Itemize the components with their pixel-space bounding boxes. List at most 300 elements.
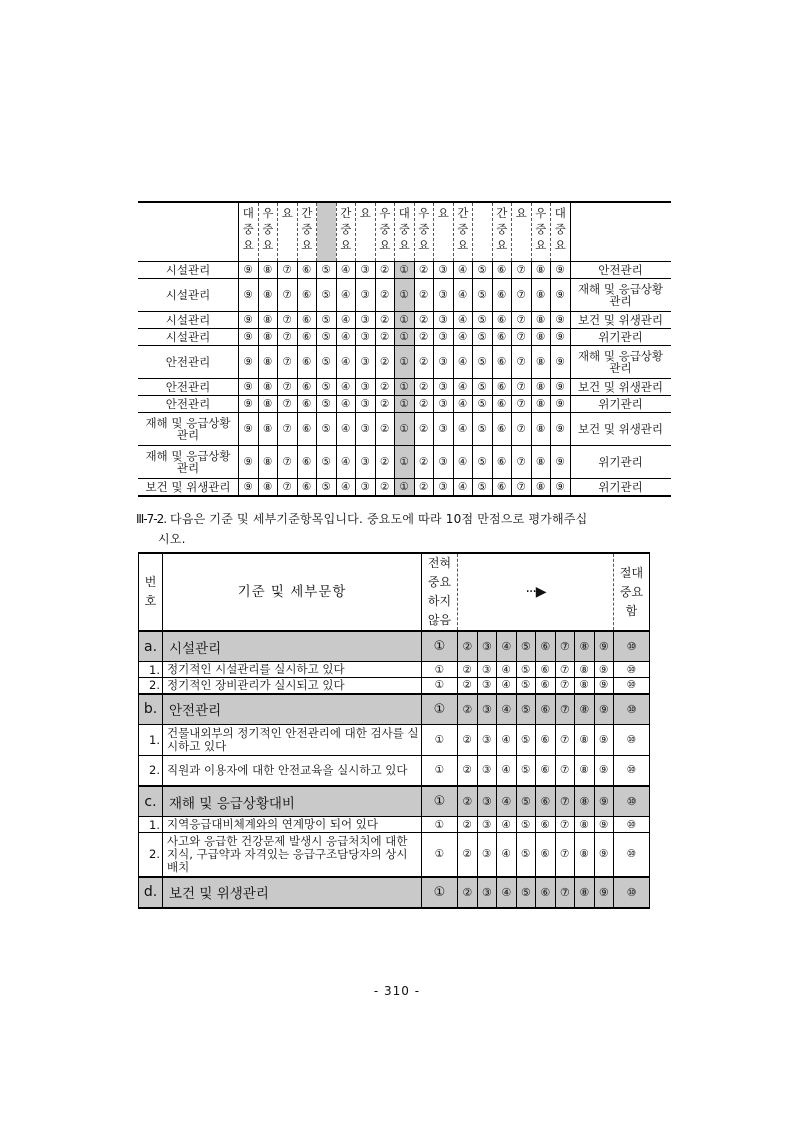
scale-option-right[interactable]: ⑨: [551, 479, 571, 496]
scale-header: 요: [356, 202, 376, 262]
scale-option-right[interactable]: ⑤: [473, 446, 493, 479]
scale-option-left[interactable]: ①: [395, 479, 415, 496]
scale-option-left[interactable]: ⑤: [317, 413, 337, 446]
scale-option-left[interactable]: ③: [356, 329, 376, 346]
scale-option-left[interactable]: ⑤: [317, 346, 337, 379]
rating-option[interactable]: ⑤: [516, 724, 536, 755]
sub-item-row: [139, 833, 650, 877]
rating-option[interactable]: ②: [458, 631, 478, 662]
rating-option[interactable]: ②: [458, 817, 478, 833]
rating-option[interactable]: ⑦: [555, 786, 575, 817]
scale-option-right[interactable]: ③: [434, 262, 454, 279]
scale-option-left[interactable]: ②: [375, 413, 395, 446]
rating-option[interactable]: ⑥: [536, 694, 556, 725]
rating-option[interactable]: ⑩: [614, 631, 650, 662]
scale-option-left[interactable]: ⑦: [278, 413, 298, 446]
criterion-right: 보건 및 위생관리: [570, 413, 671, 446]
row-number: 1.: [139, 724, 163, 755]
rating-option[interactable]: ⑦: [555, 724, 575, 755]
scale-option-left[interactable]: ⑧: [258, 279, 278, 312]
rating-option[interactable]: ③: [477, 833, 497, 877]
scale-option-right[interactable]: ⑨: [551, 262, 571, 279]
rating-option[interactable]: ⑧: [575, 786, 595, 817]
scale-option-right[interactable]: ④: [453, 346, 473, 379]
scale-option-right[interactable]: ⑦: [512, 279, 532, 312]
scale-option-right[interactable]: ③: [434, 279, 454, 312]
scale-option-right[interactable]: ②: [414, 479, 434, 496]
scale-option-right[interactable]: ⑨: [551, 329, 571, 346]
rating-option[interactable]: ⑩: [614, 662, 650, 678]
scale-option-right[interactable]: ②: [414, 396, 434, 413]
rating-option[interactable]: ④: [497, 662, 517, 678]
scale-option-left[interactable]: ①: [395, 262, 415, 279]
scale-option-left[interactable]: ⑤: [317, 262, 337, 279]
scale-option-left[interactable]: ②: [375, 279, 395, 312]
scale-option-right[interactable]: ⑤: [473, 379, 493, 396]
scale-option-left[interactable]: ⑤: [317, 396, 337, 413]
scale-option-left[interactable]: ⑨: [239, 396, 259, 413]
scale-option-left[interactable]: ②: [375, 329, 395, 346]
scale-option-left[interactable]: ⑧: [258, 329, 278, 346]
scale-option-right[interactable]: ②: [414, 279, 434, 312]
rating-option[interactable]: ③: [477, 678, 497, 694]
scale-option-left[interactable]: ⑥: [297, 279, 317, 312]
rating-option[interactable]: ⑩: [614, 833, 650, 877]
scale-option-left[interactable]: ⑦: [278, 379, 298, 396]
scale-option-right[interactable]: ⑦: [512, 479, 532, 496]
scale-header: 우 중 요: [375, 202, 395, 262]
row-text: 시설관리: [163, 631, 422, 662]
scale-option-right[interactable]: ⑨: [551, 312, 571, 329]
rating-option[interactable]: ⑨: [594, 755, 614, 786]
rating-option[interactable]: ⑧: [575, 678, 595, 694]
scale-option-right[interactable]: ⑦: [512, 413, 532, 446]
scale-option-left[interactable]: ④: [336, 446, 356, 479]
scale-option-right[interactable]: ⑨: [551, 379, 571, 396]
scale-option-right[interactable]: ⑦: [512, 446, 532, 479]
scale-option-right[interactable]: ⑤: [473, 479, 493, 496]
rating-option[interactable]: ④: [497, 817, 517, 833]
scale-option-right[interactable]: ④: [453, 413, 473, 446]
scale-option-left[interactable]: ⑧: [258, 413, 278, 446]
scale-option-left[interactable]: ①: [395, 279, 415, 312]
rating-option[interactable]: ⑨: [594, 817, 614, 833]
sub-item-row: [139, 662, 650, 678]
scale-option-right[interactable]: ④: [453, 312, 473, 329]
scale-option-right[interactable]: ⑦: [512, 346, 532, 379]
rating-option[interactable]: ⑤: [516, 755, 536, 786]
scale-option-left[interactable]: ④: [336, 396, 356, 413]
scale-option-left[interactable]: ⑧: [258, 396, 278, 413]
rating-option[interactable]: ⑩: [614, 786, 650, 817]
scale-option-right[interactable]: ⑧: [531, 479, 551, 496]
scale-option-right[interactable]: ④: [453, 379, 473, 396]
rating-option[interactable]: ⑩: [614, 724, 650, 755]
rating-option[interactable]: ⑦: [555, 662, 575, 678]
scale-option-left[interactable]: ③: [356, 479, 376, 496]
scale-option-right[interactable]: ④: [453, 479, 473, 496]
criterion-right: 보건 및 위생관리: [570, 312, 671, 329]
scale-option-right[interactable]: ⑤: [473, 413, 493, 446]
scale-option-right[interactable]: ⑨: [551, 279, 571, 312]
rating-option[interactable]: ⑤: [516, 694, 536, 725]
rating-option[interactable]: ⑧: [575, 694, 595, 725]
rating-option[interactable]: ⑥: [536, 678, 556, 694]
scale-option-right[interactable]: ⑧: [531, 329, 551, 346]
scale-option-left[interactable]: ②: [375, 262, 395, 279]
scale-option-right[interactable]: ⑤: [473, 262, 493, 279]
rating-option[interactable]: ④: [497, 833, 517, 877]
scale-option-left[interactable]: ①: [395, 329, 415, 346]
rating-option[interactable]: ⑧: [575, 755, 595, 786]
rating-option[interactable]: ⑤: [516, 786, 536, 817]
scale-option-left[interactable]: ①: [395, 346, 415, 379]
rating-option[interactable]: ④: [497, 755, 517, 786]
rating-option[interactable]: ⑥: [536, 631, 556, 662]
scale-option-left[interactable]: ②: [375, 346, 395, 379]
criterion-right: 위기관리: [570, 479, 671, 496]
scale-option-left[interactable]: ⑥: [297, 262, 317, 279]
scale-option-left[interactable]: ⑦: [278, 262, 298, 279]
rating-option[interactable]: ②: [458, 833, 478, 877]
rating-option[interactable]: ⑩: [614, 694, 650, 725]
scale-option-right[interactable]: ⑤: [473, 279, 493, 312]
scale-option-right[interactable]: ⑨: [551, 396, 571, 413]
rating-option[interactable]: ⑥: [536, 833, 556, 877]
rating-option[interactable]: ⑨: [594, 662, 614, 678]
rating-option[interactable]: ③: [477, 786, 497, 817]
scale-option-left[interactable]: ④: [336, 312, 356, 329]
scale-option-left[interactable]: ④: [336, 329, 356, 346]
scale-option-left[interactable]: ③: [356, 262, 376, 279]
scale-option-left[interactable]: ⑤: [317, 446, 337, 479]
scale-option-right[interactable]: ④: [453, 329, 473, 346]
scale-option-right[interactable]: ⑧: [531, 262, 551, 279]
scale-option-right[interactable]: ②: [414, 312, 434, 329]
scale-option-left[interactable]: ⑤: [317, 379, 337, 396]
rating-option[interactable]: ⑧: [575, 833, 595, 877]
criterion-left: 재해 및 응급상황 관리: [138, 413, 239, 446]
scale-option-right[interactable]: ④: [453, 279, 473, 312]
rating-option[interactable]: ②: [458, 662, 478, 678]
scale-option-left[interactable]: ②: [375, 479, 395, 496]
scale-option-left[interactable]: ①: [395, 396, 415, 413]
rating-option[interactable]: ⑧: [575, 817, 595, 833]
scale-option-left[interactable]: ①: [395, 446, 415, 479]
scale-option-right[interactable]: ⑧: [531, 413, 551, 446]
rating-option[interactable]: ②: [458, 724, 478, 755]
rating-option[interactable]: ④: [497, 786, 517, 817]
scale-option-right[interactable]: ③: [434, 413, 454, 446]
scale-option-right[interactable]: ⑥: [492, 379, 512, 396]
scale-option-right[interactable]: ②: [414, 262, 434, 279]
scale-option-right[interactable]: ③: [434, 312, 454, 329]
scale-option-right[interactable]: ⑦: [512, 396, 532, 413]
rating-option[interactable]: ③: [477, 817, 497, 833]
scale-option-right[interactable]: ⑨: [551, 413, 571, 446]
rating-option[interactable]: ⑥: [536, 786, 556, 817]
scale-option-right[interactable]: ⑥: [492, 262, 512, 279]
scale-option-left[interactable]: ③: [356, 396, 376, 413]
scale-option-left[interactable]: ⑦: [278, 279, 298, 312]
rating-option[interactable]: ①: [422, 678, 458, 694]
scale-option-left[interactable]: ⑧: [258, 379, 278, 396]
scale-option-left[interactable]: ⑦: [278, 329, 298, 346]
rating-option[interactable]: ⑤: [516, 877, 536, 908]
scale-option-left[interactable]: ③: [356, 413, 376, 446]
scale-option-right[interactable]: ⑤: [473, 312, 493, 329]
scale-option-left[interactable]: ⑧: [258, 346, 278, 379]
rating-option[interactable]: ④: [497, 694, 517, 725]
scale-option-left[interactable]: ④: [336, 413, 356, 446]
scale-option-left[interactable]: ④: [336, 346, 356, 379]
scale-option-right[interactable]: ⑦: [512, 379, 532, 396]
scale-option-left[interactable]: ⑧: [258, 479, 278, 496]
rating-option[interactable]: ⑨: [594, 694, 614, 725]
scale-option-right[interactable]: ⑧: [531, 279, 551, 312]
rating-option[interactable]: ⑥: [536, 817, 556, 833]
criterion-row: [139, 694, 650, 725]
rating-option[interactable]: ⑧: [575, 724, 595, 755]
scale-option-right[interactable]: ⑧: [531, 379, 551, 396]
rating-option[interactable]: ⑦: [555, 817, 575, 833]
scale-option-right[interactable]: ③: [434, 346, 454, 379]
scale-option-left[interactable]: ⑨: [239, 346, 259, 379]
rating-option[interactable]: ①: [422, 755, 458, 786]
rating-option[interactable]: ⑦: [555, 755, 575, 786]
scale-option-right[interactable]: ⑥: [492, 479, 512, 496]
scale-option-right[interactable]: ⑤: [473, 329, 493, 346]
rating-option[interactable]: ①: [422, 631, 458, 662]
rating-option[interactable]: ②: [458, 786, 478, 817]
scale-option-left[interactable]: ②: [375, 312, 395, 329]
rating-option[interactable]: ③: [477, 662, 497, 678]
scale-option-right[interactable]: ⑦: [512, 262, 532, 279]
scale-option-right[interactable]: ④: [453, 396, 473, 413]
criterion-left: 안전관리: [138, 346, 239, 379]
scale-option-left[interactable]: ⑤: [317, 329, 337, 346]
scale-header: 대 중 요: [239, 202, 259, 262]
scale-option-left[interactable]: ⑨: [239, 413, 259, 446]
scale-option-left[interactable]: ③: [356, 446, 376, 479]
scale-option-right[interactable]: ⑧: [531, 396, 551, 413]
scale-option-right[interactable]: ②: [414, 379, 434, 396]
scale-option-left[interactable]: ①: [395, 379, 415, 396]
scale-option-left[interactable]: ⑦: [278, 312, 298, 329]
scale-option-left[interactable]: ⑧: [258, 262, 278, 279]
scale-option-right[interactable]: ⑤: [473, 396, 493, 413]
sub-item-row: [139, 755, 650, 786]
rating-option[interactable]: ⑩: [614, 678, 650, 694]
scale-option-left[interactable]: ④: [336, 262, 356, 279]
scale-option-left[interactable]: ②: [375, 446, 395, 479]
page-number: - 310 -: [373, 984, 421, 998]
scale-option-right[interactable]: ⑧: [531, 346, 551, 379]
scale-option-right[interactable]: ⑥: [492, 446, 512, 479]
rating-option[interactable]: ⑧: [575, 877, 595, 908]
scale-option-right[interactable]: ③: [434, 396, 454, 413]
scale-option-right[interactable]: ④: [453, 446, 473, 479]
scale-option-left[interactable]: ⑨: [239, 329, 259, 346]
scale-option-right[interactable]: ⑥: [492, 396, 512, 413]
rating-option[interactable]: ①: [422, 786, 458, 817]
scale-option-left[interactable]: ⑧: [258, 312, 278, 329]
rating-option[interactable]: ④: [497, 877, 517, 908]
scale-option-right[interactable]: ⑥: [492, 329, 512, 346]
scale-option-right[interactable]: ③: [434, 446, 454, 479]
scale-option-left[interactable]: ①: [395, 413, 415, 446]
scale-option-left[interactable]: ③: [356, 379, 376, 396]
scale-option-right[interactable]: ⑥: [492, 279, 512, 312]
rating-option[interactable]: ⑦: [555, 833, 575, 877]
rating-option[interactable]: ⑥: [536, 877, 556, 908]
rating-option[interactable]: ⑨: [594, 877, 614, 908]
scale-option-right[interactable]: ②: [414, 446, 434, 479]
scale-header: 간 중 요: [297, 202, 317, 262]
scale-option-left[interactable]: ⑤: [317, 312, 337, 329]
scale-option-left[interactable]: ③: [356, 312, 376, 329]
scale-option-left[interactable]: ③: [356, 346, 376, 379]
rating-option[interactable]: ⑤: [516, 833, 536, 877]
scale-option-left[interactable]: ⑥: [297, 329, 317, 346]
rating-option[interactable]: ⑨: [594, 833, 614, 877]
rating-option[interactable]: ①: [422, 833, 458, 877]
rating-option[interactable]: ⑨: [594, 724, 614, 755]
scale-option-left[interactable]: ⑦: [278, 346, 298, 379]
rating-option[interactable]: ⑨: [594, 678, 614, 694]
scale-option-right[interactable]: ②: [414, 329, 434, 346]
col-item-header: 기준 및 세부문항: [163, 553, 422, 631]
scale-option-right[interactable]: ②: [414, 346, 434, 379]
scale-header: 우 중 요: [414, 202, 434, 262]
pairwise-row: [138, 479, 671, 496]
scale-option-left[interactable]: ②: [375, 379, 395, 396]
rating-option[interactable]: ③: [477, 694, 497, 725]
scale-header: 간 중 요: [336, 202, 356, 262]
scale-option-left[interactable]: ⑥: [297, 479, 317, 496]
col-very-important-header: 절대 중요 함: [614, 553, 650, 631]
scale-option-left[interactable]: ④: [336, 479, 356, 496]
rating-option[interactable]: ②: [458, 755, 478, 786]
rating-option[interactable]: ①: [422, 817, 458, 833]
rating-option[interactable]: ①: [422, 662, 458, 678]
rating-option[interactable]: ⑥: [536, 662, 556, 678]
scale-option-left[interactable]: ⑥: [297, 396, 317, 413]
scale-option-left[interactable]: ⑤: [317, 279, 337, 312]
scale-header: 간 중 요: [492, 202, 512, 262]
rating-option[interactable]: ⑤: [516, 817, 536, 833]
scale-option-left[interactable]: ⑦: [278, 479, 298, 496]
rating-option[interactable]: ⑥: [536, 724, 556, 755]
rating-option[interactable]: ②: [458, 694, 478, 725]
rating-option[interactable]: ②: [458, 678, 478, 694]
scale-option-right[interactable]: ⑤: [473, 346, 493, 379]
rating-option[interactable]: ③: [477, 877, 497, 908]
scale-option-left[interactable]: ⑥: [297, 312, 317, 329]
rating-option[interactable]: ⑥: [536, 755, 556, 786]
scale-option-right[interactable]: ⑨: [551, 446, 571, 479]
sub-item-row: [139, 678, 650, 694]
scale-option-right[interactable]: ⑥: [492, 312, 512, 329]
rating-option[interactable]: ⑩: [614, 877, 650, 908]
scale-option-left[interactable]: ⑥: [297, 346, 317, 379]
rating-option[interactable]: ①: [422, 724, 458, 755]
scale-option-right[interactable]: ⑥: [492, 413, 512, 446]
rating-option[interactable]: ⑦: [555, 694, 575, 725]
rating-option[interactable]: ⑦: [555, 877, 575, 908]
scale-option-right[interactable]: ④: [453, 262, 473, 279]
scale-option-left[interactable]: ④: [336, 279, 356, 312]
rating-option[interactable]: ⑩: [614, 817, 650, 833]
rating-option[interactable]: ②: [458, 877, 478, 908]
rating-option[interactable]: ⑦: [555, 631, 575, 662]
scale-option-right[interactable]: ⑨: [551, 346, 571, 379]
scale-option-left[interactable]: ④: [336, 379, 356, 396]
rating-option[interactable]: ⑧: [575, 662, 595, 678]
scale-option-right[interactable]: ⑦: [512, 312, 532, 329]
scale-option-right[interactable]: ⑦: [512, 329, 532, 346]
rating-option[interactable]: ④: [497, 631, 517, 662]
scale-option-left[interactable]: ②: [375, 396, 395, 413]
pairwise-row: [138, 262, 671, 279]
rating-option[interactable]: ③: [477, 755, 497, 786]
rating-option[interactable]: ①: [422, 694, 458, 725]
criterion-right: 위기관리: [570, 446, 671, 479]
scale-option-left[interactable]: ⑧: [258, 446, 278, 479]
scale-header: 우 중 요: [531, 202, 551, 262]
scale-header: [473, 202, 493, 262]
rating-option[interactable]: ⑨: [594, 631, 614, 662]
scale-option-right[interactable]: ⑧: [531, 446, 551, 479]
scale-option-left[interactable]: ⑦: [278, 396, 298, 413]
rating-option[interactable]: ③: [477, 724, 497, 755]
rating-option[interactable]: ①: [422, 877, 458, 908]
scale-option-left[interactable]: ⑥: [297, 413, 317, 446]
scale-option-right[interactable]: ③: [434, 329, 454, 346]
scale-option-right[interactable]: ③: [434, 379, 454, 396]
scale-option-right[interactable]: ②: [414, 413, 434, 446]
scale-option-left[interactable]: ⑨: [239, 262, 259, 279]
scale-option-left[interactable]: ⑤: [317, 479, 337, 496]
scale-header: 대 중 요: [395, 202, 415, 262]
scale-header: 요: [434, 202, 454, 262]
rating-option[interactable]: ⑦: [555, 678, 575, 694]
scale-option-right[interactable]: ③: [434, 479, 454, 496]
scale-option-right[interactable]: ⑧: [531, 312, 551, 329]
rating-option[interactable]: ⑧: [575, 631, 595, 662]
scale-option-left[interactable]: ⑨: [239, 446, 259, 479]
rating-option[interactable]: ⑤: [516, 631, 536, 662]
scale-option-left[interactable]: ⑥: [297, 379, 317, 396]
criterion-left: 안전관리: [138, 396, 239, 413]
scale-option-right[interactable]: ⑥: [492, 346, 512, 379]
rating-option[interactable]: ④: [497, 678, 517, 694]
rating-option[interactable]: ⑩: [614, 755, 650, 786]
rating-option[interactable]: ⑨: [594, 786, 614, 817]
rating-option[interactable]: ③: [477, 631, 497, 662]
scale-option-left[interactable]: ③: [356, 279, 376, 312]
scale-option-left[interactable]: ⑨: [239, 379, 259, 396]
scale-option-left[interactable]: ⑦: [278, 446, 298, 479]
scale-option-left[interactable]: ⑥: [297, 446, 317, 479]
scale-option-left[interactable]: ①: [395, 312, 415, 329]
rating-option[interactable]: ⑤: [516, 662, 536, 678]
rating-option[interactable]: ④: [497, 724, 517, 755]
scale-option-left[interactable]: ⑨: [239, 279, 259, 312]
scale-option-left[interactable]: ⑨: [239, 312, 259, 329]
scale-option-left[interactable]: ⑨: [239, 479, 259, 496]
rating-option[interactable]: ⑤: [516, 678, 536, 694]
